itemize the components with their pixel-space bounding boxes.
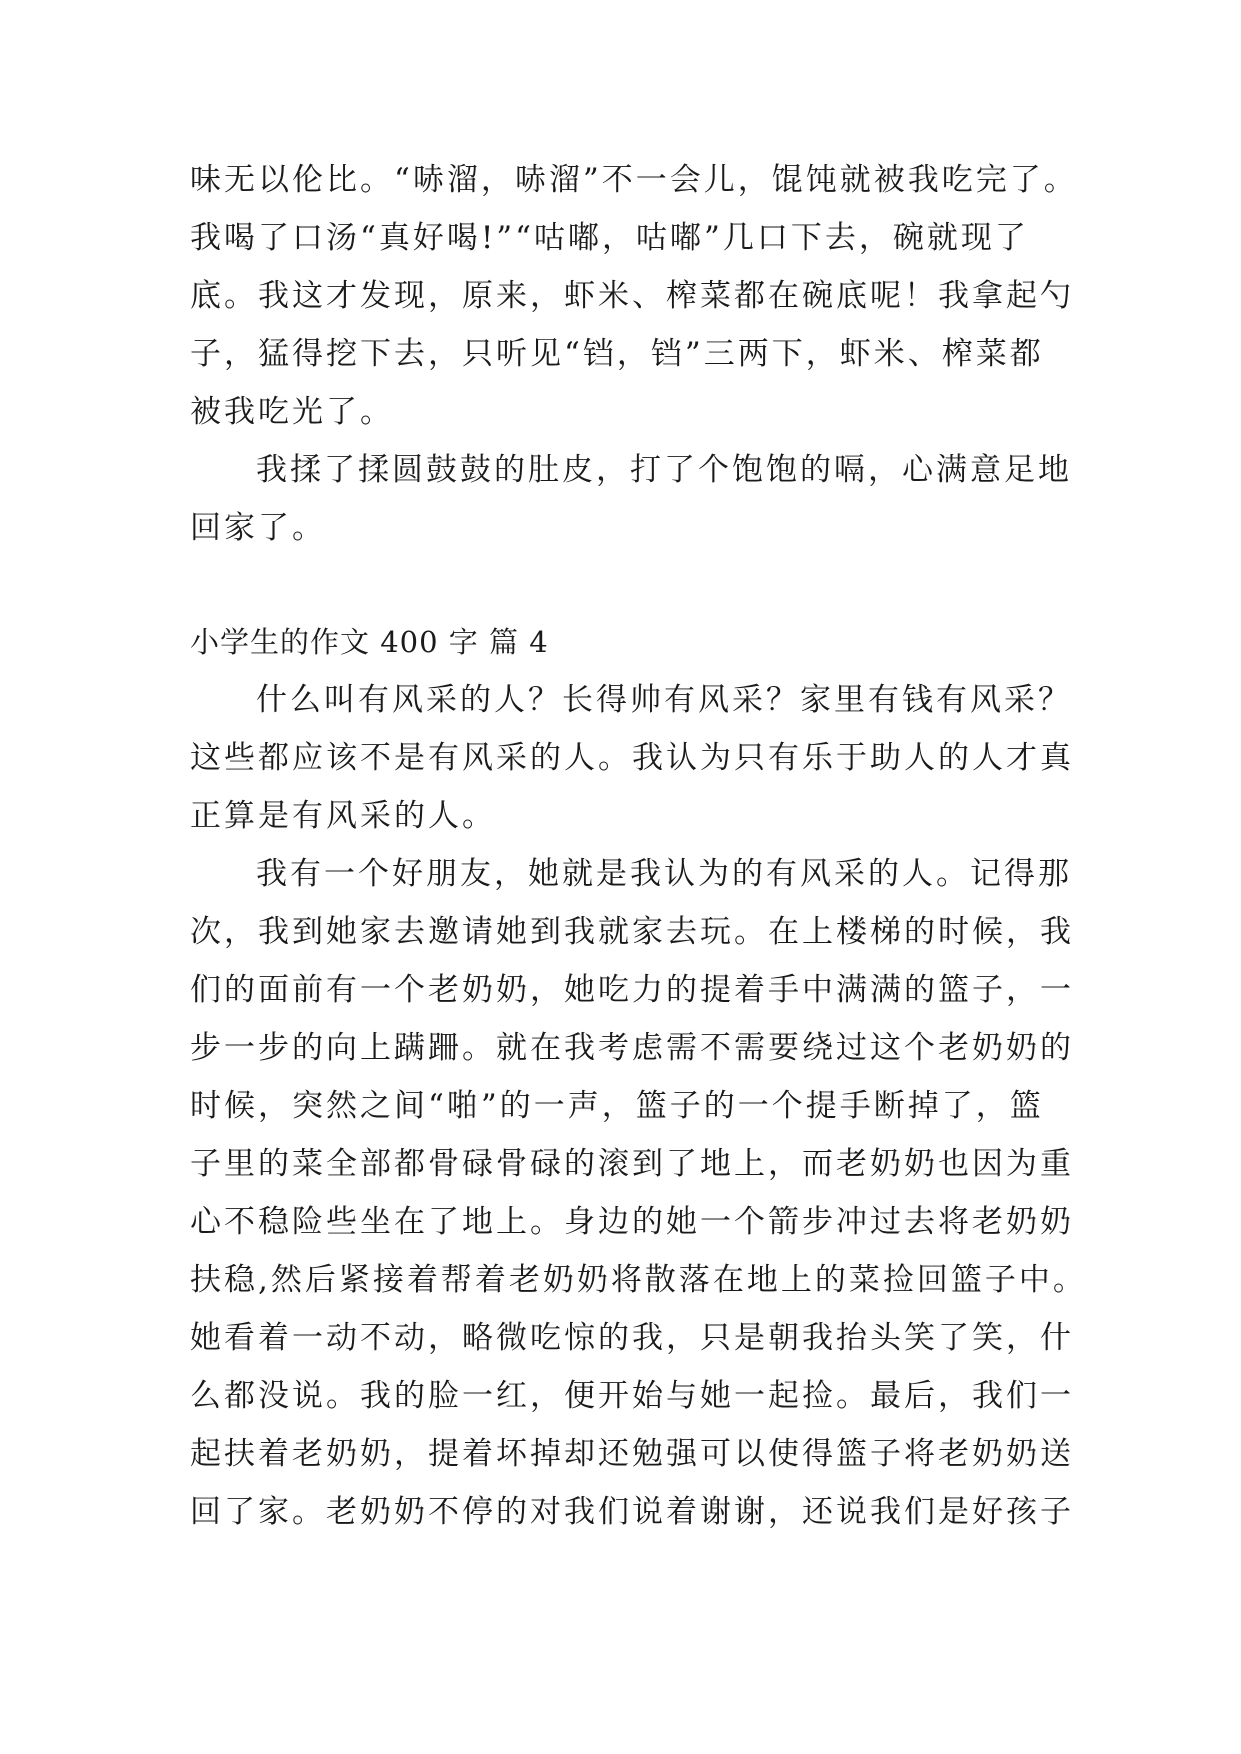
paragraph-line: 扶稳,然后紧接着帮着老奶奶将散落在地上的菜捡回篮子中。 [190,1262,1087,1298]
paragraph-line: 子里的菜全部都骨碌骨碌的滚到了地上，而老奶奶也因为重 [190,1146,1074,1182]
paragraph-line: 我有一个好朋友，她就是我认为的有风采的人。记得那 [256,856,1072,892]
paragraph-line: 被我吃光了。 [190,394,394,430]
paragraph-line: 心不稳险些坐在了地上。身边的她一个箭步冲过去将老奶奶 [190,1204,1074,1240]
paragraph-line: 底。我这才发现，原来，虾米、榨菜都在碗底呢！我拿起勺 [190,278,1074,314]
paragraph-line: 回了家。老奶奶不停的对我们说着谢谢，还说我们是好孩子 [190,1494,1074,1530]
paragraph-line: 什么叫有风采的人？长得帅有风采？家里有钱有风采？ [256,682,1072,718]
paragraph-line: 时候，突然之间“啪”的一声，篮子的一个提手断掉了，篮 [190,1088,1044,1124]
paragraph-line: 子，猛得挖下去，只听见“铛，铛”三两下，虾米、榨菜都 [190,336,1044,372]
paragraph-line: 回家了。 [190,510,326,546]
paragraph-line: 这些都应该不是有风采的人。我认为只有乐于助人的人才真 [190,740,1074,776]
paragraph-line: 我喝了口汤“真好喝!”“咕嘟，咕嘟”几口下去，碗就现了 [190,220,1029,256]
paragraph-line: 我揉了揉圆鼓鼓的肚皮，打了个饱饱的嗝，心满意足地 [256,452,1072,488]
paragraph-line: 她看着一动不动，略微吃惊的我，只是朝我抬头笑了笑，什 [190,1320,1074,1356]
paragraph-line: 次，我到她家去邀请她到我就家去玩。在上楼梯的时候，我 [190,914,1074,950]
paragraph-line: 们的面前有一个老奶奶，她吃力的提着手中满满的篮子，一 [190,972,1074,1008]
paragraph-line: 正算是有风采的人。 [190,798,496,834]
paragraph-line: 起扶着老奶奶，提着坏掉却还勉强可以使得篮子将老奶奶送 [190,1436,1074,1472]
section-heading: 小学生的作文 400 字 篇 4 [190,625,549,659]
paragraph-line: 么都没说。我的脸一红，便开始与她一起捡。最后，我们一 [190,1378,1074,1414]
paragraph-line: 味无以伦比。“哧溜，哧溜”不一会儿，馄饨就被我吃完了。 [190,162,1078,198]
paragraph-line: 步一步的向上蹒跚。就在我考虑需不需要绕过这个老奶奶的 [190,1030,1074,1066]
